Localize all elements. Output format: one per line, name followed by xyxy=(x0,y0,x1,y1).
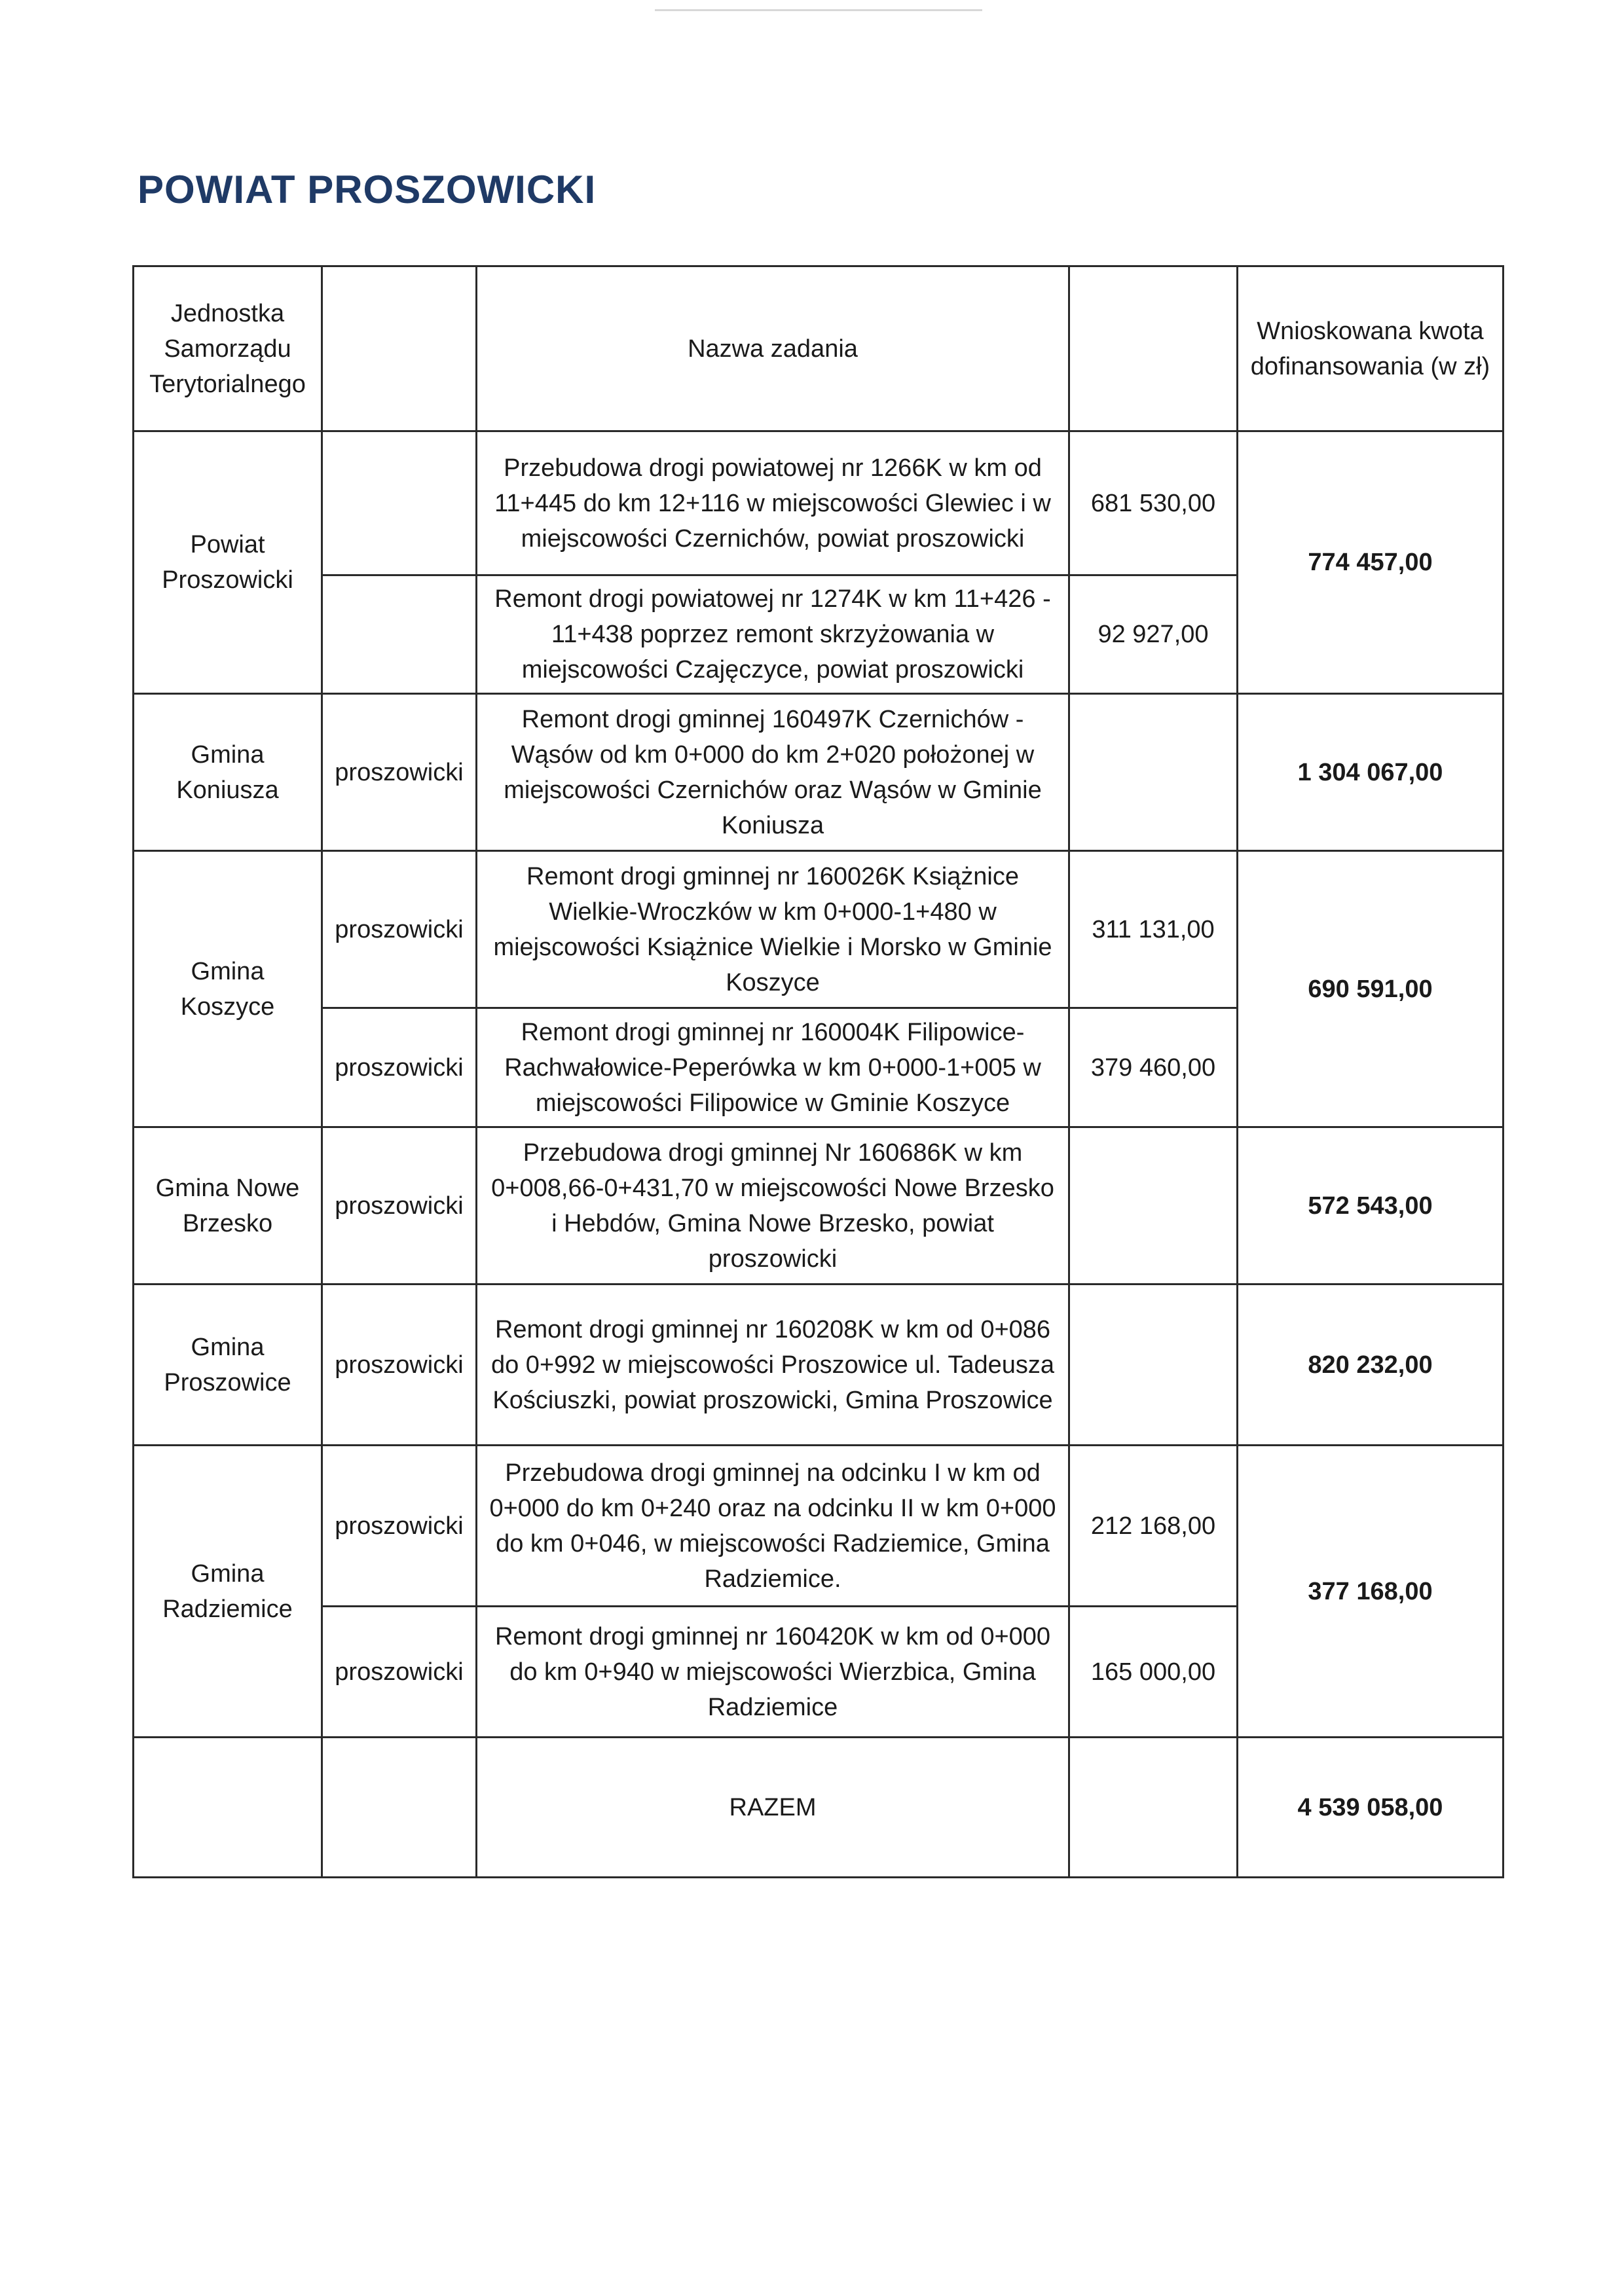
unit-cell: Powiat Proszowicki xyxy=(134,431,322,694)
table-header-row xyxy=(134,266,1504,431)
task-amount-cell: 379 460,00 xyxy=(1069,1008,1238,1127)
group-total-cell: 377 168,00 xyxy=(1238,1446,1504,1738)
task-name-cell: Przebudowa drogi gminnej na odcinku I w km od 0+000 do km 0+240 oraz na odcinku II w km 0+000 do km 0+046, w miejscowości Radziemice, Gmina Radziemice. xyxy=(477,1446,1069,1607)
scan-artifact-line xyxy=(655,9,982,11)
task-name-cell: Remont drogi gminnej 160497K Czernichów - Wąsów od km 0+000 do km 2+020 położonej w miejscowości Czernichów oraz Wąsów w Gminie Koniusza xyxy=(477,694,1069,851)
header-powiat xyxy=(322,266,477,431)
task-name-cell: Przebudowa drogi gminnej Nr 160686K w km 0+008,66-0+431,70 w miejscowości Nowe Brzesko i Hebdów, Gmina Nowe Brzesko, powiat proszowicki xyxy=(477,1127,1069,1285)
table-row xyxy=(134,851,1504,1008)
group-total-cell: 1 304 067,00 xyxy=(1238,694,1504,851)
powiat-cell: proszowicki xyxy=(322,694,477,851)
powiat-cell: proszowicki xyxy=(322,1285,477,1446)
summary-empty-cell xyxy=(1069,1738,1238,1878)
header-kwota-zadania xyxy=(1069,266,1238,431)
unit-cell: Gmina Proszowice xyxy=(134,1285,322,1446)
task-name-cell: Remont drogi gminnej nr 160208K w km od 0+086 do 0+992 w miejscowości Proszowice ul. Tadeusza Kościuszki, powiat proszowicki, Gmina Proszowice xyxy=(477,1285,1069,1446)
powiat-cell xyxy=(322,575,477,694)
summary-row xyxy=(134,1738,1504,1878)
page-title: POWIAT PROSZOWICKI xyxy=(138,168,597,211)
task-amount-cell xyxy=(1069,1285,1238,1446)
unit-cell: Gmina Koniusza xyxy=(134,694,322,851)
powiat-cell: proszowicki xyxy=(322,851,477,1008)
task-name-cell: Remont drogi powiatowej nr 1274K w km 11+426 - 11+438 poprzez remont skrzyżowania w miejscowości Czajęczyce, powiat proszowicki xyxy=(477,575,1069,694)
task-amount-cell: 165 000,00 xyxy=(1069,1607,1238,1738)
task-amount-cell xyxy=(1069,1127,1238,1285)
funding-table xyxy=(132,265,1504,1878)
task-name-cell: Przebudowa drogi powiatowej nr 1266K w km od 11+445 do km 12+116 w miejscowości Glewiec i w miejscowości Czernichów, powiat proszowicki xyxy=(477,431,1069,575)
task-name-cell: Remont drogi gminnej nr 160026K Książnice Wielkie-Wroczków w km 0+000-1+480 w miejscowości Książnice Wielkie i Morsko w Gminie Koszyce xyxy=(477,851,1069,1008)
group-total-cell: 774 457,00 xyxy=(1238,431,1504,694)
unit-cell: Gmina Nowe Brzesko xyxy=(134,1127,322,1285)
table-row xyxy=(134,1285,1504,1446)
group-total-cell: 572 543,00 xyxy=(1238,1127,1504,1285)
header-kwota: Wnioskowana kwota dofinansowania (w zł) xyxy=(1238,266,1504,431)
powiat-cell: proszowicki xyxy=(322,1008,477,1127)
powiat-cell: proszowicki xyxy=(322,1127,477,1285)
powiat-cell: proszowicki xyxy=(322,1607,477,1738)
table-row xyxy=(134,1446,1504,1607)
table-row xyxy=(134,431,1504,575)
task-amount-cell: 681 530,00 xyxy=(1069,431,1238,575)
summary-label: RAZEM xyxy=(477,1738,1069,1878)
task-name-cell: Remont drogi gminnej nr 160004K Filipowice-Rachwałowice-Peperówka w km 0+000-1+005 w miejscowości Filipowice w Gminie Koszyce xyxy=(477,1008,1069,1127)
table-row xyxy=(134,694,1504,851)
summary-empty-cell xyxy=(322,1738,477,1878)
task-name-cell: Remont drogi gminnej nr 160420K w km od 0+000 do km 0+940 w miejscowości Wierzbica, Gmina Radziemice xyxy=(477,1607,1069,1738)
task-amount-cell: 92 927,00 xyxy=(1069,575,1238,694)
unit-cell: Gmina Radziemice xyxy=(134,1446,322,1738)
unit-cell: Gmina Koszyce xyxy=(134,851,322,1127)
table-row xyxy=(134,1127,1504,1285)
task-amount-cell: 311 131,00 xyxy=(1069,851,1238,1008)
task-amount-cell: 212 168,00 xyxy=(1069,1446,1238,1607)
group-total-cell: 820 232,00 xyxy=(1238,1285,1504,1446)
header-nazwa: Nazwa zadania xyxy=(477,266,1069,431)
powiat-cell: proszowicki xyxy=(322,1446,477,1607)
summary-empty-cell xyxy=(134,1738,322,1878)
header-jednostka: Jednostka Samorządu Terytorialnego xyxy=(134,266,322,431)
powiat-cell xyxy=(322,431,477,575)
group-total-cell: 690 591,00 xyxy=(1238,851,1504,1127)
task-amount-cell xyxy=(1069,694,1238,851)
summary-total: 4 539 058,00 xyxy=(1238,1738,1504,1878)
